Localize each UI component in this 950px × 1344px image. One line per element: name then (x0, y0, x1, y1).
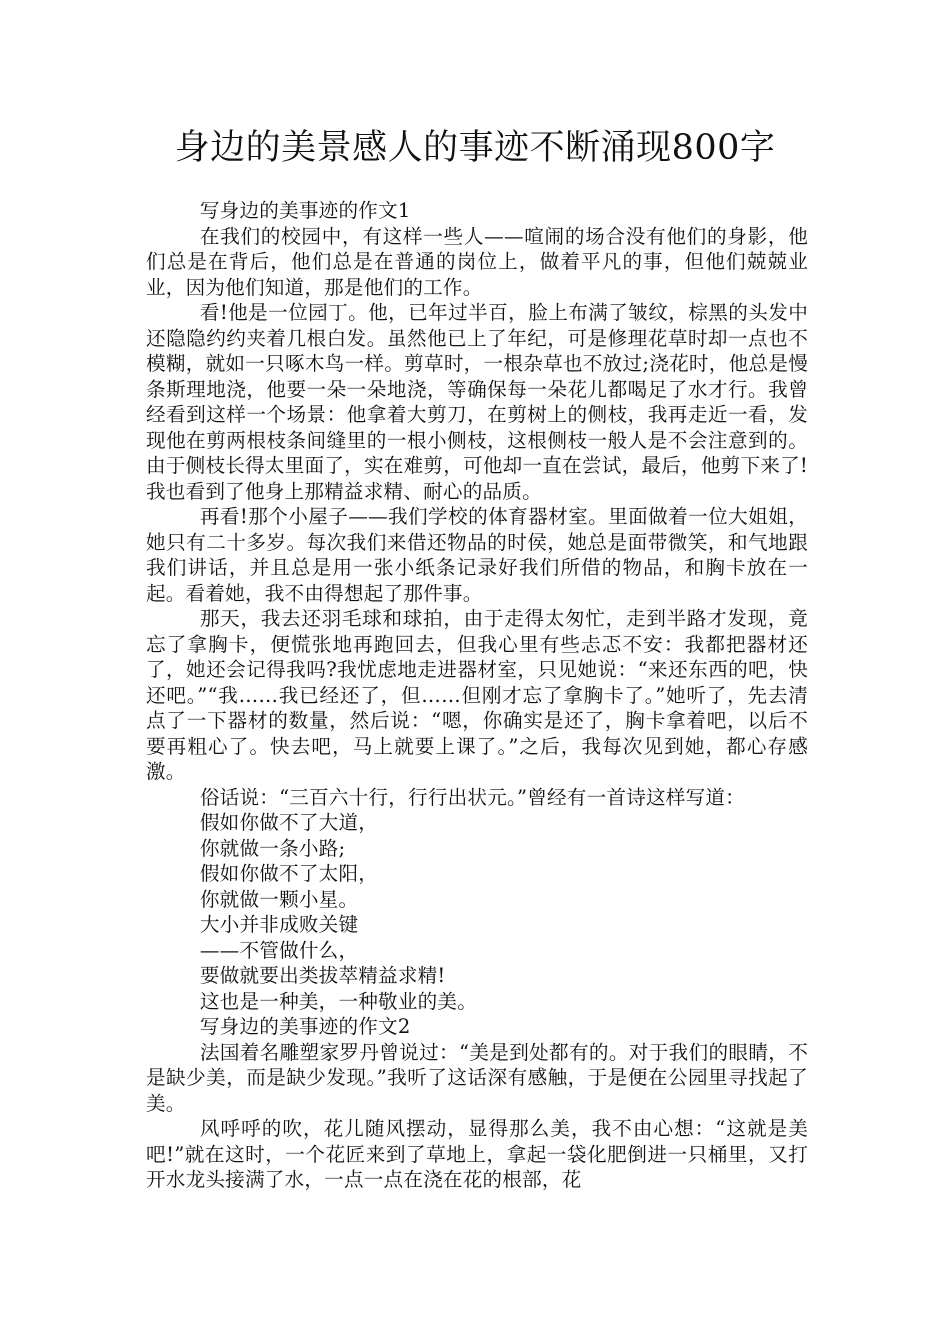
section-heading-2: 写身边的美事迹的作文2 (199, 1015, 411, 1038)
poem-line: 要做就要出类拔萃精益求精! (199, 964, 446, 987)
poem-line: 你就做一条小路; (199, 836, 346, 860)
paragraph: 俗话说：“三百六十行，行行出状元。”曾经有一首诗这样写道： (199, 785, 745, 809)
paragraph: 在我们的校园中，有这样一些人——喧闹的场合没有他们的身影，他们总是在背后，他们总是在普通的岗位上，做着平凡的事，但他们兢兢业业，因为他们知道，那是他们的工作。 (146, 224, 808, 299)
poem-line: 假如你做不了大道， (199, 811, 379, 834)
paragraph: 再看!那个小屋子——我们学校的体育器材室。里面做着一位大姐姐，她只有二十多岁。每次我们来借还物品的时侯，她总是面带微笑，和气地跟我们讲话，并且总是用一张小纸条记录好我们所借的物品，和胸卡放在一起。看着她，我不由得想起了那件事。 (146, 505, 808, 605)
paragraph: 风呼呼的吹，花儿随风摆动，显得那么美，我不由心想：“这就是美吧!”就在这时，一个花匠来到了草地上，拿起一袋化肥倒进一只桶里，又打开水龙头接满了水，一点一点在浇在花的根部，花 (146, 1117, 808, 1191)
paragraph: 法国着名雕塑家罗丹曾说过：“美是到处都有的。对于我们的眼睛，不是缺少美，而是缺少发现。”我听了这话深有感触，于是便在公园里寻找起了美。 (146, 1040, 808, 1115)
poem-line: 大小并非成败关键 (199, 913, 359, 936)
poem-line: 你就做一颗小星。 (199, 887, 359, 911)
poem-line: 假如你做不了太阳， (199, 862, 379, 885)
poem-line: ——不管做什么， (199, 938, 359, 962)
document-title: 身边的美景感人的事迹不断涌现800字 (174, 128, 776, 168)
poem-line: 这也是一种美，一种敬业的美。 (199, 989, 478, 1013)
paragraph: 那天，我去还羽毛球和球拍，由于走得太匆忙，走到半路才发现，竟忘了拿胸卡，便慌张地再跑回去，但我心里有些忐忑不安：我都把器材还了，她还会记得我吗?我忧虑地走进器材室，只见她说：“来还东西的吧，快还吧。”“我……我已经还了，但……但刚才忘了拿胸卡了。”她听了，先去清点了一下器材的数量，然后说：“嗯，你确实是还了，胸卡拿着吧，以后不要再粗心了。快去吧，马上就要上课了。”之后，我每次见到她，都心存感激。 (146, 607, 808, 783)
paragraph: 看!他是一位园丁。他，已年过半百，脸上布满了皱纹，棕黑的头发中还隐隐约约夹着几根白发。虽然他已上了年纪，可是修理花草时却一点也不模糊，就如一只啄木鸟一样。剪草时，一根杂草也不放过;浇花时，他总是慢条斯理地浇，他要一朵一朵地浇，等确保每一朵花儿都喝足了水才行。我曾经看到这样一个场景：他拿着大剪刀，在剪树上的侧枝，我再走近一看，发现他在剪两根枝条间缝里的一根小侧枝，这根侧枝一般人是不会注意到的。由于侧枝长得太里面了，实在难剪，可他却一直在尝试，最后，他剪下来了!我也看到了他身上那精益求精、耐心的品质。 (146, 301, 808, 503)
section-heading-1: 写身边的美事迹的作文1 (199, 199, 411, 222)
document-body (146, 198, 808, 1193)
